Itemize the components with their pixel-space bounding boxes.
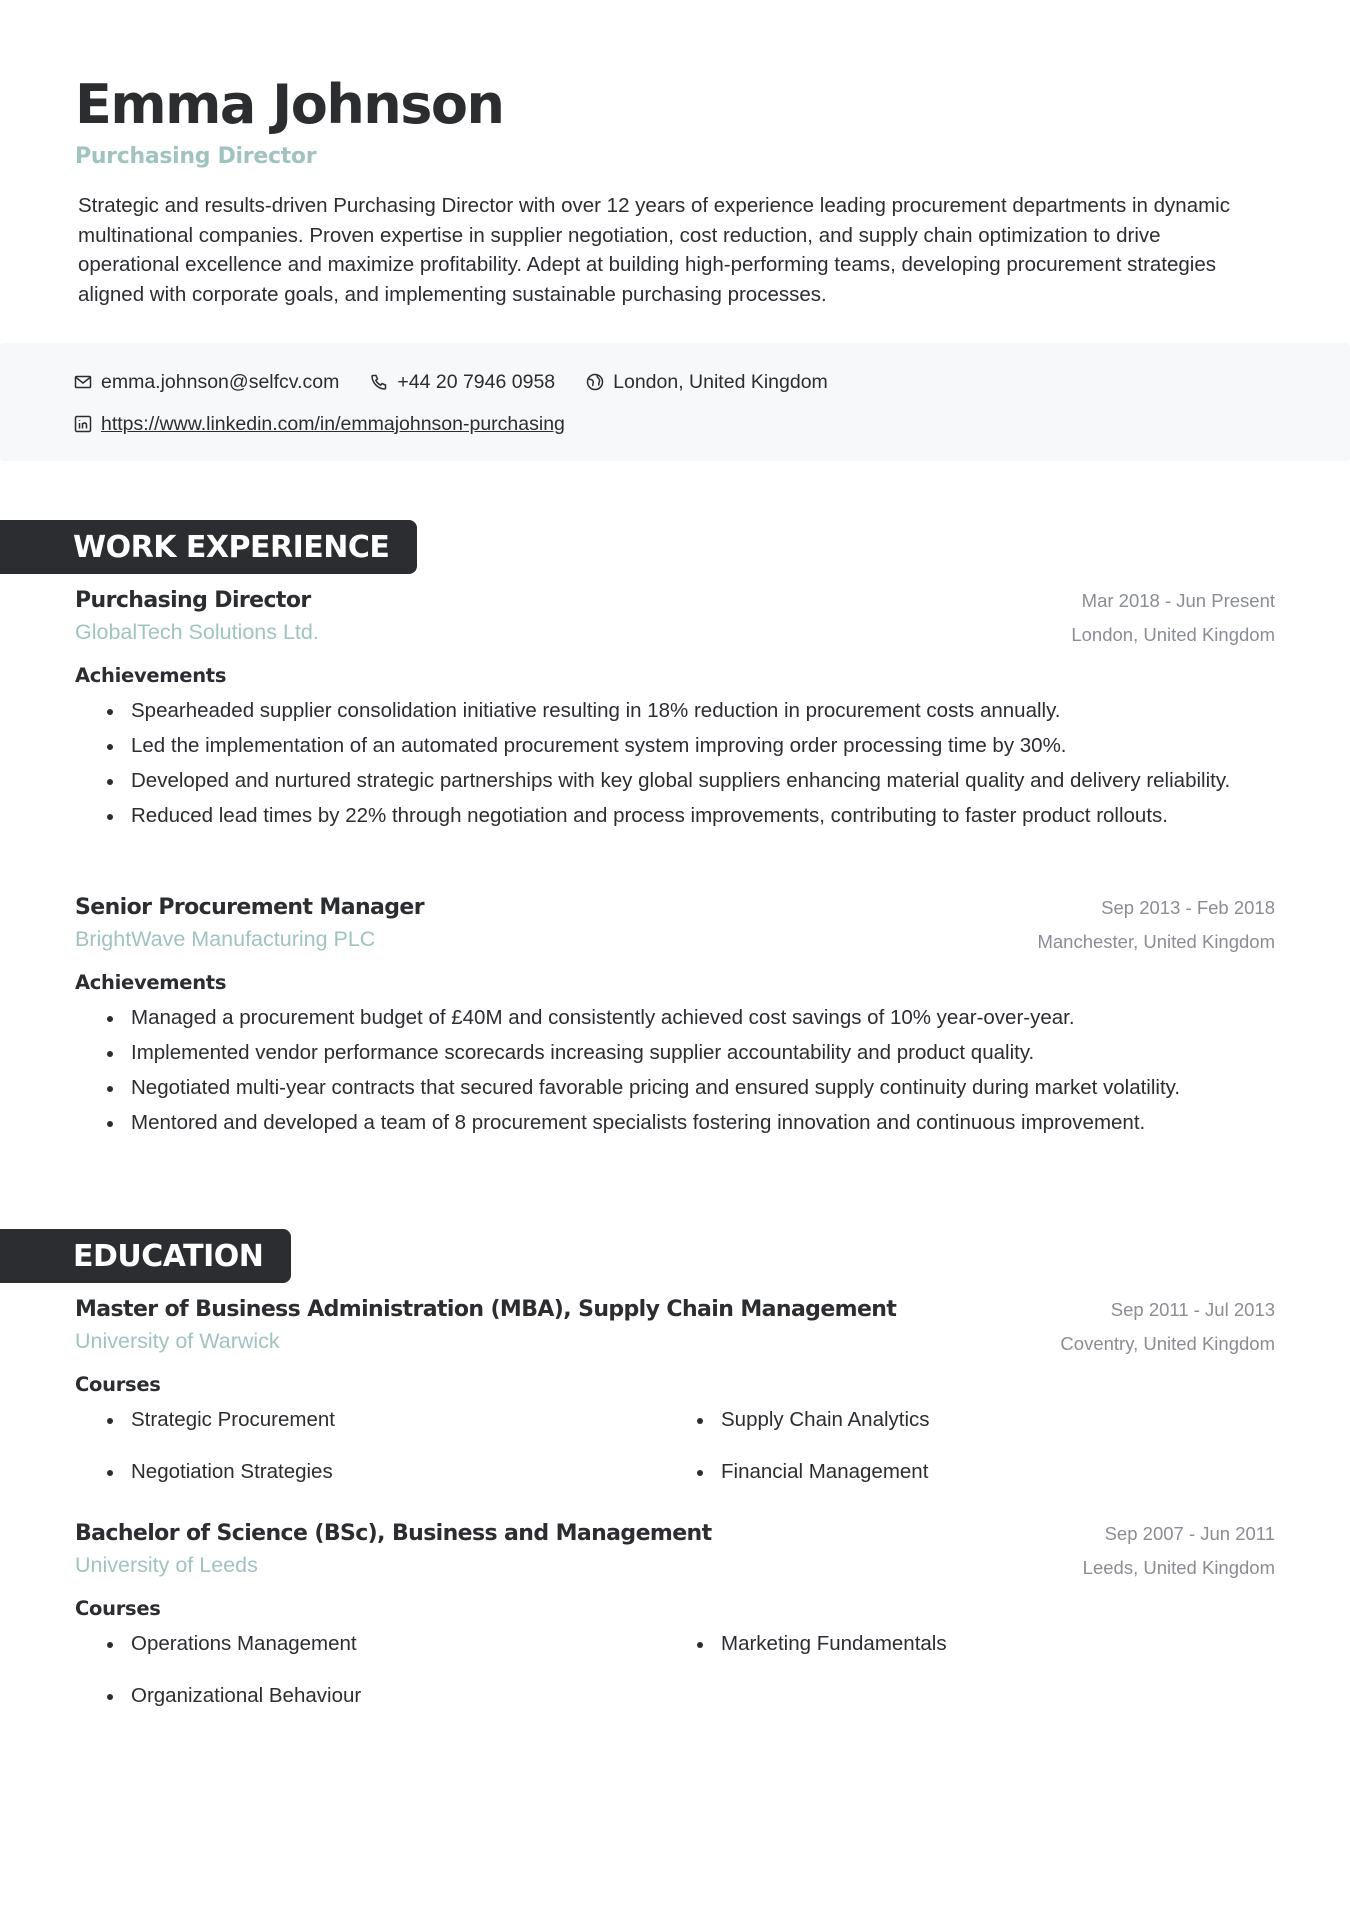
list-item: Reduced lead times by 22% through negotiation and process improvements, contributing to faster product rollouts.: [105, 801, 1275, 831]
list-item: Spearheaded supplier consolidation initiative resulting in 18% reduction in procurement costs annually.: [105, 696, 1275, 726]
contact-row-secondary: [73, 409, 1275, 439]
company-name: GlobalTech Solutions Ltd.: [75, 620, 319, 644]
course-item: Strategic Procurement: [105, 1405, 695, 1435]
education-dates: Sep 2007 - Jun 2011: [1104, 1523, 1275, 1544]
courses-list: [75, 1405, 1275, 1487]
school-name: University of Leeds: [75, 1553, 258, 1577]
course-item: Operations Management: [105, 1629, 695, 1659]
school-location: Leeds, United Kingdom: [1082, 1557, 1275, 1578]
work-entry: [75, 895, 1275, 1143]
job-dates: Sep 2013 - Feb 2018: [1101, 897, 1275, 918]
company-name: BrightWave Manufacturing PLC: [75, 927, 376, 951]
degree-title: Bachelor of Science (BSc), Business and Management: [75, 1521, 712, 1546]
profile-summary: Strategic and results-driven Purchasing Director with over 12 years of experience leading procurement departments in dynamic multinational companies. Proven expertise in supplier negotiation, cost reduction, and supply chain optimization to drive operational excellence and maximize profitability. Adept at building high-performing teams, developing procurement strategies aligned with corporate goals, and implementing sustainable purchasing processes.: [78, 194, 1230, 306]
phone-text: +44 20 7946 0958: [397, 370, 556, 393]
envelope-icon: [73, 372, 93, 392]
candidate-title: Purchasing Director: [75, 144, 317, 169]
job-role: Senior Procurement Manager: [75, 895, 425, 920]
courses-heading: Courses: [75, 1597, 161, 1620]
list-item: Led the implementation of an automated procurement system improving order processing time by 30%.: [105, 731, 1275, 761]
job-role: Purchasing Director: [75, 588, 311, 613]
list-item: Mentored and developed a team of 8 procurement specialists fostering innovation and continuous improvement.: [105, 1108, 1275, 1138]
school-name: University of Warwick: [75, 1329, 280, 1353]
courses-heading: Courses: [75, 1373, 161, 1396]
courses-list: [75, 1629, 1275, 1711]
education-entry: [75, 1297, 1275, 1487]
contact-email[interactable]: [73, 371, 339, 394]
email-text: emma.johnson@selfcv.com: [101, 370, 340, 393]
education-dates: Sep 2011 - Jul 2013: [1110, 1299, 1275, 1320]
course-item: Supply Chain Analytics: [695, 1405, 1285, 1435]
education-entry: [75, 1521, 1275, 1711]
resume-header: [0, 0, 1350, 309]
degree-title: Master of Business Administration (MBA), Supply Chain Management: [75, 1297, 897, 1322]
contact-location: [585, 371, 828, 394]
list-item: Negotiated multi-year contracts that secured favorable pricing and ensured supply continuity during market volatility.: [105, 1073, 1275, 1103]
course-item: Negotiation Strategies: [105, 1457, 695, 1487]
achievements-list: [75, 696, 1275, 831]
job-dates: Mar 2018 - Jun Present: [1081, 590, 1275, 611]
school-location: Coventry, United Kingdom: [1060, 1333, 1275, 1354]
list-item: Implemented vendor performance scorecards increasing supplier accountability and product quality.: [105, 1038, 1275, 1068]
work-entry: [75, 588, 1275, 836]
candidate-name: Emma Johnson: [75, 73, 504, 136]
course-item: Organizational Behaviour: [105, 1681, 695, 1711]
job-location: London, United Kingdom: [1071, 624, 1275, 645]
phone-icon: [369, 372, 389, 392]
achievements-heading: Achievements: [75, 664, 227, 687]
location-text: London, United Kingdom: [613, 370, 828, 393]
achievements-heading: Achievements: [75, 971, 227, 994]
contact-box: [0, 343, 1350, 461]
linkedin-icon: [73, 414, 93, 434]
linkedin-link[interactable]: https://www.linkedin.com/in/emmajohnson-purchasing: [101, 412, 565, 435]
globe-icon: [585, 372, 605, 392]
course-item: Marketing Fundamentals: [695, 1629, 1285, 1659]
list-item: Developed and nurtured strategic partnerships with key global suppliers enhancing material quality and delivery reliability.: [105, 766, 1275, 796]
section-header-education: EDUCATION: [0, 1229, 291, 1283]
section-header-work: WORK EXPERIENCE: [0, 520, 417, 574]
contact-linkedin[interactable]: [73, 413, 565, 436]
job-location: Manchester, United Kingdom: [1037, 931, 1275, 952]
course-item: Financial Management: [695, 1457, 1285, 1487]
contact-phone[interactable]: [369, 371, 555, 394]
list-item: Managed a procurement budget of £40M and consistently achieved cost savings of 10% year-over-year.: [105, 1003, 1275, 1033]
contact-row-primary: [73, 367, 1275, 397]
achievements-list: [75, 1003, 1275, 1138]
